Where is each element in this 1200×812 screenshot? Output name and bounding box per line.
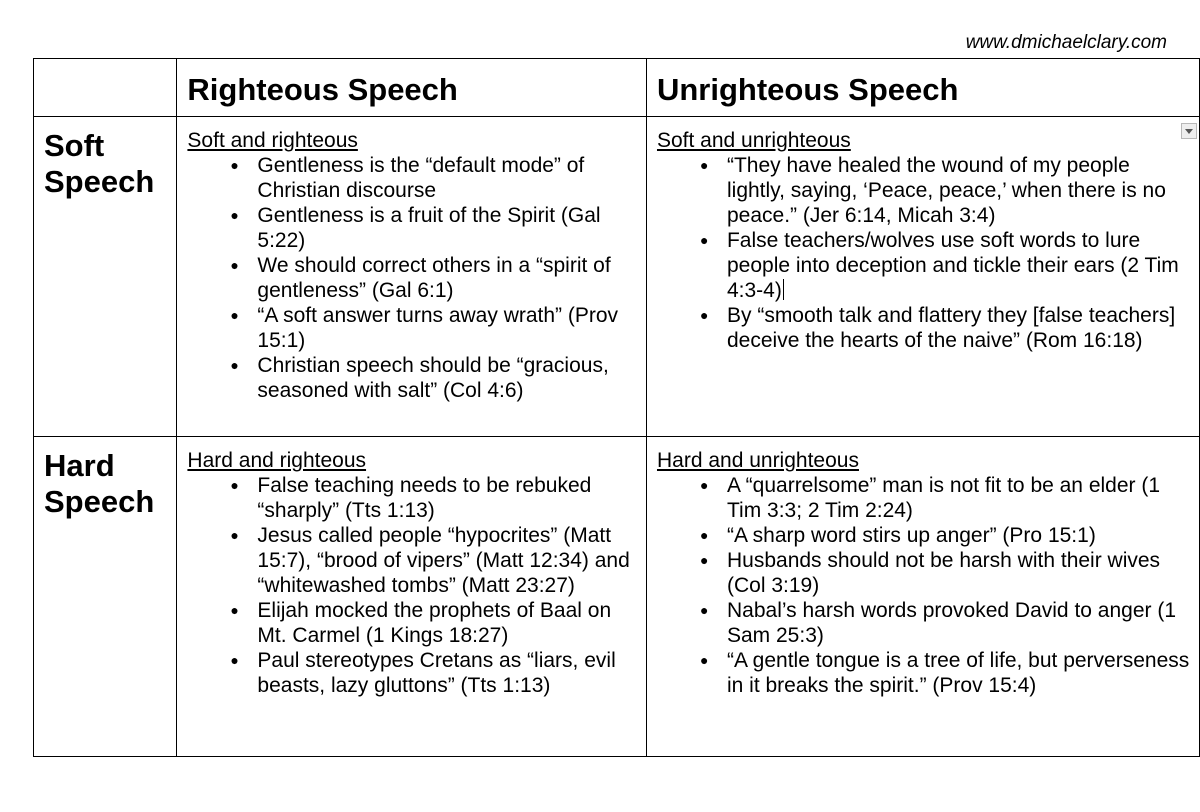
cell-title: Hard and righteous xyxy=(187,449,367,472)
list-item: ● Nabal’s harsh words provoked David to anger (1 Sam 25:3) xyxy=(657,598,1191,648)
speech-comparison-table xyxy=(33,58,1200,757)
row-header-line: Soft xyxy=(44,128,105,163)
list-item: ● We should correct others in a “spirit of gentleness” (Gal 6:1) xyxy=(187,253,638,303)
watermark-url: www.dmichaelclary.com xyxy=(965,32,1167,53)
cell-soft-unrighteous[interactable] xyxy=(646,117,1199,437)
cell-title: Hard and unrighteous xyxy=(656,449,859,472)
header-row xyxy=(34,59,1200,117)
cell-hard-unrighteous[interactable] xyxy=(646,437,1199,757)
column-header-unrighteous[interactable]: Unrighteous Speech xyxy=(646,59,1199,117)
list-item: ● Paul stereotypes Cretans as “liars, evil beasts, lazy gluttons” (Tts 1:13) xyxy=(187,648,638,698)
list-item: ● False teaching needs to be rebuked “sharply” (Tts 1:13) xyxy=(187,473,638,523)
row-header-hard-speech[interactable] xyxy=(34,437,177,757)
list-item: ● “A gentle tongue is a tree of life, but perverseness in it breaks the spirit.” (Prov 15:4) xyxy=(657,648,1191,698)
cell-title: Soft and unrighteous xyxy=(656,129,851,152)
dropdown-arrow-icon[interactable] xyxy=(1181,123,1197,139)
list-item: ● Jesus called people “hypocrites” (Matt 15:7), “brood of vipers” (Matt 12:34) and “whitewashed tombs” (Matt 23:27) xyxy=(187,523,638,598)
list-item: ● A “quarrelsome” man is not fit to be an elder (1 Tim 3:3; 2 Tim 2:24) xyxy=(657,473,1191,523)
table-row-soft-speech xyxy=(34,117,1200,437)
list-item-text: False teachers/wolves use soft words to lure people into deception and tickle their ears (2 Tim 4:3-4) xyxy=(726,229,1179,302)
list-item: ● “A soft answer turns away wrath” (Prov 15:1) xyxy=(187,303,638,353)
bullet-list xyxy=(657,153,1191,353)
row-header-line: Hard xyxy=(44,448,115,483)
list-item: ● Christian speech should be “gracious, seasoned with salt” (Col 4:6) xyxy=(187,353,638,403)
corner-cell[interactable] xyxy=(34,59,177,117)
row-header-line: Speech xyxy=(44,484,155,519)
list-item: ● “They have healed the wound of my people lightly, saying, ‘Peace, peace,’ when there is no peace.” (Jer 6:14, Micah 3:4) xyxy=(657,153,1191,228)
list-item: ● Husbands should not be harsh with their wives (Col 3:19) xyxy=(657,548,1191,598)
bullet-list xyxy=(187,473,638,698)
row-header-soft-speech[interactable] xyxy=(34,117,177,437)
text-cursor xyxy=(783,279,784,300)
cell-hard-righteous[interactable] xyxy=(177,437,647,757)
list-item: ● Gentleness is a fruit of the Spirit (Gal 5:22) xyxy=(187,203,638,253)
list-item: ● Gentleness is the “default mode” of Christian discourse xyxy=(187,153,638,203)
list-item: ● “A sharp word stirs up anger” (Pro 15:1) xyxy=(657,523,1191,548)
table-row-hard-speech xyxy=(34,437,1200,757)
cell-soft-righteous[interactable] xyxy=(177,117,647,437)
row-header-line: Speech xyxy=(44,164,155,199)
cell-title: Soft and righteous xyxy=(187,129,358,152)
list-item: ● By “smooth talk and flattery they [false teachers] deceive the hearts of the naive” (Rom 16:18) xyxy=(657,303,1191,353)
bullet-list xyxy=(657,473,1191,698)
bullet-list xyxy=(187,153,638,403)
list-item xyxy=(657,228,1191,303)
list-item: ● Elijah mocked the prophets of Baal on Mt. Carmel (1 Kings 18:27) xyxy=(187,598,638,648)
column-header-righteous[interactable]: Righteous Speech xyxy=(177,59,647,117)
